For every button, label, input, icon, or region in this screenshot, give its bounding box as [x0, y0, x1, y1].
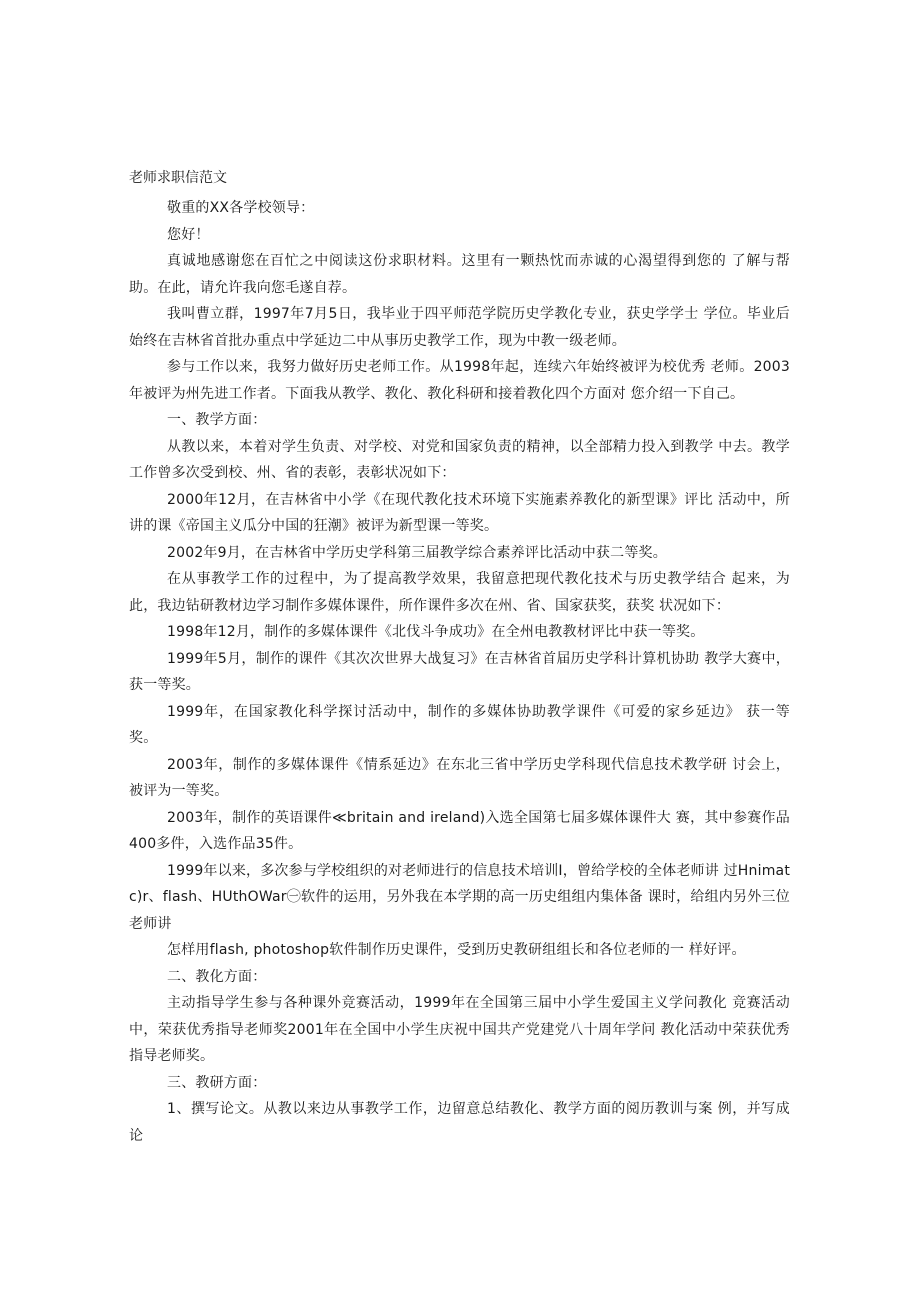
paragraph: 从教以来，本着对学生负责、对学校、对党和国家负责的精神，以全部精力投入到教学 中去。教学工作曾多次受到校、州、省的表彰，表彰状况如下： — [129, 438, 790, 481]
paragraph: 在从事教学工作的过程中，为了提高教学效果，我留意把现代教化技术与历史教学结合 起来，为此，我边钻研教材边学习制作多媒体课件，所作课件多次在州、省、国家获奖，获奖 状况如下： — [129, 571, 790, 614]
paragraph: 2003年，制作的英语课件≪britain and ireland)入选全国第七届多媒体课件大 赛，其中参赛作品400多件，入选作品35件。 — [129, 809, 790, 852]
paragraph: 1999年5月，制作的课件《其次次世界大战复习》在吉林省首届历史学科计算机协助 教学大赛中，获一等奖。 — [129, 650, 790, 693]
paragraph: 主动指导学生参与各种课外竞赛活动，1999年在全国第三届中小学生爱国主义学问教化 竞赛活动中，荣获优秀指导老师奖2001年在全国中小学生庆祝中国共产党建党八十周年学问 教化活动中荣获优秀指导老师奖。 — [129, 995, 790, 1064]
greeting: 您好！ — [167, 226, 210, 243]
paragraph: 2002年9月，在吉林省中学历史学科第三届教学综合素养评比活动中获二等奖。 — [167, 544, 667, 561]
document-title: 老师求职信范文 — [129, 170, 227, 186]
paragraph: 1、撰写论文。从教以来边从事教学工作，边留意总结教化、教学方面的阅历教训与案 例，并写成论 — [129, 1101, 790, 1144]
paragraph: 1999年以来，多次参与学校组织的对老师进行的信息技术培训I，曾给学校的全体老师讲 过Hnimatc)r、flash、HUthOWar㊀软件的运用，另外我在本学期的高一历史组组内集体备 课时，给组内另外三位老师讲 — [129, 862, 791, 932]
section-heading: 二、教化方面： — [167, 968, 267, 985]
paragraph: 1999年，在国家教化科学探讨活动中，制作的多媒体协助教学课件《可爱的家乡延边》 获一等奖。 — [129, 703, 790, 746]
paragraph: 2000年12月，在吉林省中小学《在现代教化技术环境下实施素养教化的新型课》评比 活动中，所讲的课《帝国主义瓜分中国的狂潮》被评为新型课一等奖。 — [129, 491, 790, 534]
paragraph: 参与工作以来，我努力做好历史老师工作。从1998年起，连续六年始终被评为校优秀 老师。2003年被评为州先进工作者。下面我从教学、教化、教化科研和接着教化四个方面对 您介绍一下自己。 — [129, 359, 790, 402]
salutation: 敬重的XX各学校领导： — [167, 200, 315, 216]
section-heading: 一、教学方面： — [167, 412, 267, 428]
paragraph: 1998年12月，制作的多媒体课件《北伐斗争成功》在全州电教教材评比中获一等奖。 — [167, 624, 705, 640]
section-heading: 三、教研方面： — [167, 1074, 267, 1091]
paragraph: 2003年，制作的多媒体课件《情系延边》在东北三省中学历史学科现代信息技术教学研 讨会上，被评为一等奖。 — [129, 756, 790, 799]
paragraph: 真诚地感谢您在百忙之中阅读这份求职材料。这里有一颗热忱而赤诚的心渴望得到您的 了解与帮助。在此，请允许我向您毛遂自荐。 — [129, 253, 790, 296]
document-body — [129, 195, 790, 1149]
paragraph: 我叫曹立群，1997年7月5日，我毕业于四平师范学院历史学教化专业，获史学学士 学位。毕业后始终在吉林省首批办重点中学延边二中从事历史教学工作，现为中教一级老师。 — [129, 306, 790, 349]
paragraph: 怎样用flash, photoshop软件制作历史课件，受到历史教研组组长和各位老师的一 样好评。 — [167, 942, 746, 958]
